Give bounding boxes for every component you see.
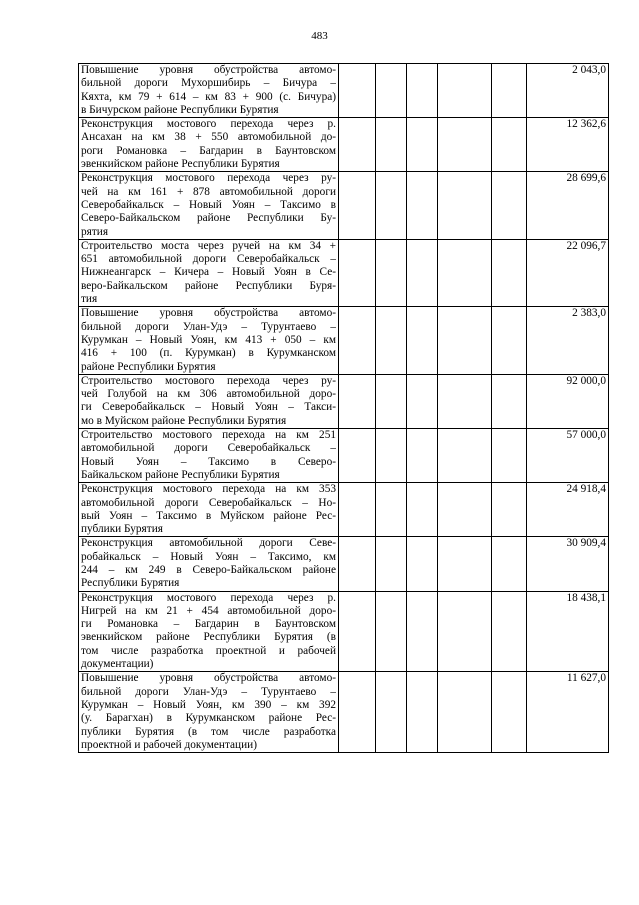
empty-cell: [376, 483, 407, 537]
description-line: 244 – км 249 в Северо-Байкальском районе: [81, 563, 336, 576]
description-line: районе Республики Бурятия: [81, 360, 216, 373]
table-row: [79, 239, 609, 306]
table-row: [79, 537, 609, 591]
empty-cell: [407, 239, 438, 306]
row-description: [79, 118, 339, 172]
description-line: 416 + 100 (п. Курумкан) в Курумканском: [81, 347, 336, 360]
empty-cell: [376, 672, 407, 753]
empty-cell: [339, 429, 376, 483]
row-description: [79, 374, 339, 428]
empty-cell: [407, 118, 438, 172]
description-line: эвенкийском районе Республики Бурятия: [81, 158, 280, 171]
description-line: Строительство мостового перехода на км 251: [81, 429, 336, 442]
empty-cell: [339, 239, 376, 306]
empty-cell: [339, 307, 376, 374]
empty-cell: [376, 591, 407, 672]
empty-cell: [407, 64, 438, 118]
empty-cell: [492, 64, 527, 118]
empty-cell: [492, 307, 527, 374]
row-description: [79, 672, 339, 753]
empty-cell: [492, 672, 527, 753]
description-line: бильной дороги Улан-Удэ – Турунтаево –: [81, 320, 336, 333]
row-amount: 57 000,0: [527, 429, 609, 483]
description-line: Нижнеангарск – Кичера – Новый Уоян в Се-: [81, 266, 336, 279]
description-line: Республики Бурятия: [81, 577, 180, 590]
description-line: Северо-Байкальском районе Республики Бу-: [81, 212, 336, 225]
row-description: [79, 429, 339, 483]
table-row: [79, 118, 609, 172]
empty-cell: [339, 374, 376, 428]
empty-cell: [376, 118, 407, 172]
empty-cell: [376, 537, 407, 591]
row-description: [79, 591, 339, 672]
row-amount: 12 362,6: [527, 118, 609, 172]
table-row: [79, 172, 609, 239]
empty-cell: [407, 591, 438, 672]
empty-cell: [492, 239, 527, 306]
empty-cell: [376, 307, 407, 374]
row-description: [79, 307, 339, 374]
description-line: Северобайкальск – Новый Уоян – Таксимо в: [81, 198, 336, 211]
table-row: [79, 429, 609, 483]
description-line: 651 автомобильной дороги Северобайкальск –: [81, 253, 336, 266]
empty-cell: [339, 537, 376, 591]
description-line: документации): [81, 658, 154, 671]
empty-cell: [438, 672, 492, 753]
empty-cell: [376, 374, 407, 428]
empty-cell: [492, 537, 527, 591]
description-line: Курумкан – Новый Уоян, км 390 – км 392: [81, 698, 336, 711]
empty-cell: [407, 672, 438, 753]
empty-cell: [339, 672, 376, 753]
row-description: [79, 172, 339, 239]
description-line: Строительство моста через ручей на км 34 +: [81, 239, 336, 252]
empty-cell: [438, 307, 492, 374]
empty-cell: [438, 483, 492, 537]
description-line: Строительство мостового перехода через ру-: [81, 374, 336, 387]
description-line: Повышение уровня обустройства автомо-: [81, 64, 336, 76]
description-line: эвенкийском районе Республики Бурятия (в: [81, 631, 336, 644]
empty-cell: [438, 429, 492, 483]
empty-cell: [407, 537, 438, 591]
description-line: Байкальском районе Республики Бурятия: [81, 468, 280, 481]
description-line: Кяхта, км 79 + 614 – км 83 + 900 (с. Бичура): [81, 90, 336, 103]
description-line: Новый Уоян – Таксимо в Северо-: [81, 455, 336, 468]
table-row: [79, 374, 609, 428]
description-line: ги Романовка – Багдарин в Баунтовском: [81, 618, 336, 631]
description-line: Повышение уровня обустройства автомо-: [81, 672, 336, 685]
description-line: автомобильной дороги Северобайкальск – Но-: [81, 496, 336, 509]
description-line: (у. Барагхан) в Курумканском районе Рес-: [81, 712, 336, 725]
empty-cell: [492, 429, 527, 483]
empty-cell: [438, 239, 492, 306]
row-amount: 30 909,4: [527, 537, 609, 591]
empty-cell: [407, 307, 438, 374]
description-line: Реконструкция мостового перехода на км 353: [81, 483, 336, 496]
description-line: робайкальск – Новый Уоян – Таксимо, км: [81, 550, 336, 563]
empty-cell: [492, 374, 527, 428]
description-line: том числе разработка проектной и рабочей: [81, 644, 336, 657]
empty-cell: [339, 64, 376, 118]
description-line: публики Бурятия (в том числе разработка: [81, 725, 336, 738]
empty-cell: [339, 172, 376, 239]
empty-cell: [438, 172, 492, 239]
empty-cell: [376, 429, 407, 483]
row-description: [79, 64, 339, 118]
description-line: Курумкан – Новый Уоян, км 413 + 050 – км: [81, 333, 336, 346]
table-row: [79, 307, 609, 374]
description-line: проектной и рабочей документации): [81, 738, 257, 751]
description-line: Реконструкция мостового перехода через р.: [81, 118, 336, 131]
description-line: бильной дороги Мухоршибирь – Бичура –: [81, 77, 336, 90]
table-row: [79, 591, 609, 672]
empty-cell: [376, 64, 407, 118]
empty-cell: [376, 239, 407, 306]
description-line: публики Бурятия: [81, 523, 163, 536]
description-line: роги Романовка – Багдарин в Баунтовском: [81, 144, 336, 157]
empty-cell: [438, 591, 492, 672]
row-description: [79, 483, 339, 537]
empty-cell: [438, 118, 492, 172]
budget-table: [78, 63, 609, 753]
table-body: [79, 64, 609, 753]
empty-cell: [438, 374, 492, 428]
empty-cell: [438, 537, 492, 591]
description-line: мо в Муйском районе Республики Бурятия: [81, 414, 287, 427]
description-line: чей Голубой на км 306 автомобильной доро-: [81, 388, 336, 401]
empty-cell: [438, 64, 492, 118]
empty-cell: [492, 483, 527, 537]
description-line: Реконструкция мостового перехода через ру-: [81, 172, 336, 185]
row-amount: 18 438,1: [527, 591, 609, 672]
row-amount: 22 096,7: [527, 239, 609, 306]
description-line: ги Северобайкальск – Новый Уоян – Такси-: [81, 401, 336, 414]
description-line: тия: [81, 293, 98, 306]
description-line: Нигрей на км 21 + 454 автомобильной доро-: [81, 604, 336, 617]
description-line: автомобильной дороги Северобайкальск –: [81, 442, 336, 455]
description-line: в Бичурском районе Республики Бурятия: [81, 103, 279, 116]
table-row: [79, 64, 609, 118]
empty-cell: [339, 118, 376, 172]
row-description: [79, 239, 339, 306]
row-amount: 92 000,0: [527, 374, 609, 428]
description-line: бильной дороги Улан-Удэ – Турунтаево –: [81, 685, 336, 698]
empty-cell: [492, 591, 527, 672]
empty-cell: [407, 483, 438, 537]
empty-cell: [376, 172, 407, 239]
row-amount: 2 383,0: [527, 307, 609, 374]
description-line: веро-Байкальском районе Республики Буря-: [81, 279, 336, 292]
row-amount: 2 043,0: [527, 64, 609, 118]
page-number: 483: [311, 30, 328, 42]
empty-cell: [339, 591, 376, 672]
row-description: [79, 537, 339, 591]
row-amount: 11 627,0: [527, 672, 609, 753]
description-line: Повышение уровня обустройства автомо-: [81, 307, 336, 320]
empty-cell: [492, 172, 527, 239]
row-amount: 24 918,4: [527, 483, 609, 537]
description-line: рятия: [81, 225, 109, 238]
description-line: чей на км 161 + 878 автомобильной дороги: [81, 185, 336, 198]
table-row: [79, 483, 609, 537]
empty-cell: [407, 172, 438, 239]
row-amount: 28 699,6: [527, 172, 609, 239]
table-row: [79, 672, 609, 753]
empty-cell: [492, 118, 527, 172]
empty-cell: [339, 483, 376, 537]
description-line: Реконструкция автомобильной дороги Севе-: [81, 537, 336, 550]
description-line: вый Уоян – Таксимо в Муйском районе Рес-: [81, 509, 336, 522]
empty-cell: [407, 429, 438, 483]
description-line: Ансахан на км 38 + 550 автомобильной до-: [81, 131, 336, 144]
description-line: Реконструкция мостового перехода через р.: [81, 591, 336, 604]
empty-cell: [407, 374, 438, 428]
